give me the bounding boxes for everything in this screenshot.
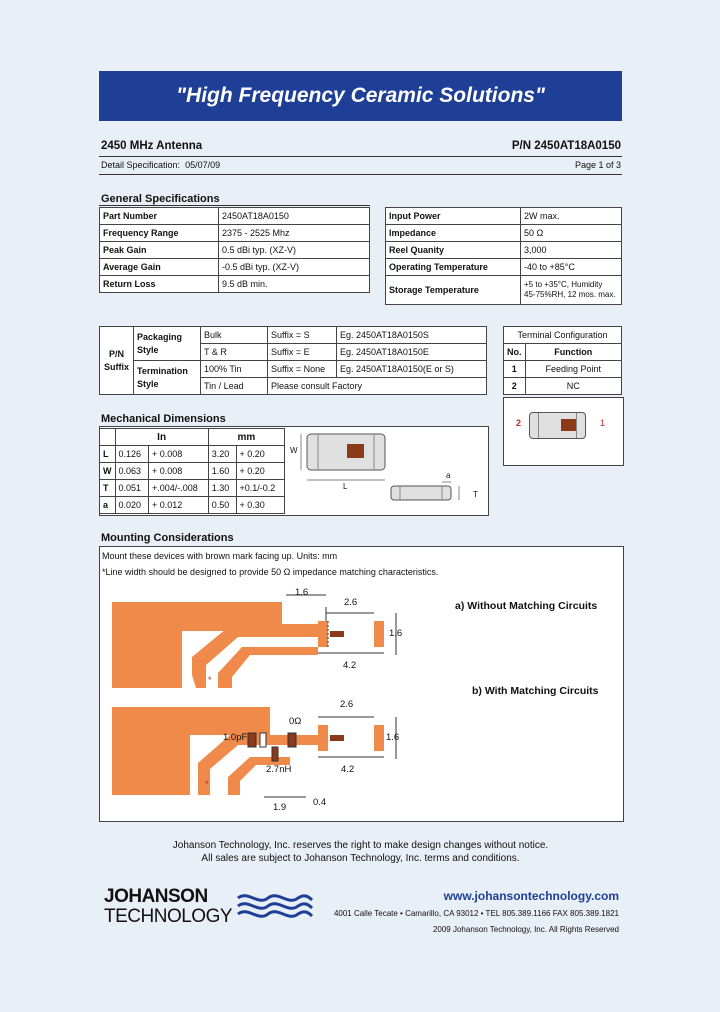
style-label-2: Style	[137, 378, 159, 389]
col-in: In	[115, 429, 208, 446]
brown-mark	[347, 444, 364, 458]
terminal-title: Terminal Configuration	[504, 327, 622, 344]
spec-label: Frequency Range	[100, 225, 219, 242]
mounting-note-1: Mount these devices with brown mark facing up. Units: mm	[102, 551, 338, 561]
ground-plane-a2	[112, 631, 182, 688]
table-row	[100, 276, 370, 293]
table-row	[100, 361, 487, 378]
dim-42b: 4.2	[341, 764, 355, 775]
col-mm: mm	[208, 429, 284, 446]
logo-technology: TECHNOLOGY	[104, 906, 233, 927]
dim-16c: 1.6	[386, 732, 400, 743]
res-0ohm	[288, 733, 296, 747]
dim-16a: 1.6	[295, 587, 309, 598]
spec-value: 3,000	[521, 242, 622, 259]
star-a: *	[208, 675, 212, 685]
spec-label: Return Loss	[100, 276, 219, 293]
mechanical-table	[99, 428, 285, 514]
spec-label: Storage Temperature	[386, 276, 521, 305]
packaging-label: Packaging	[137, 331, 183, 342]
table-row	[386, 259, 622, 276]
detail-spec	[101, 160, 220, 170]
with-matching-title: b) With Matching Circuits	[472, 685, 599, 697]
packaging-style-label	[134, 327, 201, 361]
table-cell: 0.50	[208, 497, 236, 514]
pad-b-right	[374, 725, 384, 751]
table-cell: NC	[525, 378, 622, 395]
table-cell: Feeding Point	[525, 361, 622, 378]
brown-mark	[561, 419, 576, 431]
table-row	[100, 208, 370, 225]
spec-value: 2450AT18A0150	[219, 208, 370, 225]
table-row	[386, 208, 622, 225]
table-row	[504, 327, 622, 344]
dim-26a: 2.6	[344, 597, 358, 608]
page-number: Page 1 of 3	[574, 160, 621, 170]
spec-value: 2W max.	[521, 208, 622, 225]
table-row	[100, 225, 370, 242]
mechanical-title: Mechanical Dimensions	[101, 413, 226, 425]
chip-edge	[538, 413, 539, 438]
table-row	[386, 276, 622, 305]
table-cell: 1	[504, 361, 526, 378]
table-cell: Eg. 2450AT18A0150(E or S)	[337, 361, 487, 378]
dim-0ohm: 0Ω	[289, 716, 302, 727]
dim-1p0pf: 1.0pF	[223, 732, 248, 743]
spec-label: Average Gain	[100, 259, 219, 276]
table-cell: 0.063	[115, 463, 148, 480]
termination-label: Termination	[137, 365, 188, 376]
table-cell: a	[100, 497, 116, 514]
table-cell: + 0.30	[236, 497, 284, 514]
general-spec-left-table	[99, 207, 370, 293]
pad-2-label: 2	[516, 418, 522, 428]
header-divider	[99, 156, 622, 157]
spec-value: 2375 - 2525 Mhz	[219, 225, 370, 242]
table-row	[100, 327, 487, 344]
dim-04: 0.4	[313, 797, 327, 808]
style-label: Style	[137, 344, 159, 355]
chip-b	[330, 735, 344, 741]
table-row	[100, 242, 370, 259]
spec-label: Input Power	[386, 208, 521, 225]
pn-suffix-label	[100, 327, 134, 395]
table-cell: +0.1/-0.2	[236, 480, 284, 497]
mounting-title: Mounting Considerations	[101, 532, 234, 544]
table-row	[100, 259, 370, 276]
logo-waves-icon	[236, 890, 316, 926]
spec-value: 50 Ω	[521, 225, 622, 242]
spec-label: Part Number	[100, 208, 219, 225]
dim-16b: 1.6	[389, 628, 403, 639]
table-row	[386, 242, 622, 259]
storage-line-2: 45-75%RH, 12 mos. max.	[524, 290, 616, 299]
ground-plane-b2	[112, 735, 190, 795]
banner-title: "High Frequency Ceramic Solutions"	[176, 84, 545, 107]
banner	[99, 71, 622, 121]
pn-suffix-table	[99, 326, 487, 395]
table-row	[100, 463, 285, 480]
spec-value: 9.5 dB min.	[219, 276, 370, 293]
table-cell: + 0.008	[148, 446, 208, 463]
chip-top-view	[529, 412, 586, 439]
table-cell: T & R	[201, 344, 268, 361]
chip-a	[330, 631, 344, 637]
chip-edge	[576, 413, 577, 438]
dim-t: T	[473, 490, 478, 499]
dim-2p7nh: 2.7nH	[266, 764, 292, 775]
general-spec-right-table	[385, 207, 622, 305]
spec-label: Reel Quanity	[386, 242, 521, 259]
without-matching-title: a) Without Matching Circuits	[455, 600, 598, 612]
table-cell: 1.30	[208, 480, 236, 497]
address: 4001 Calle Tecate • Camarillo, CA 93012 • TEL 805.389.1166 FAX 805.389.1821	[333, 909, 619, 918]
mounting-drawing	[100, 585, 620, 819]
table-cell: + 0.008	[148, 463, 208, 480]
table-cell: Eg. 2450AT18A0150S	[337, 327, 487, 344]
table-cell: Tin / Lead	[201, 378, 268, 395]
table-row	[100, 480, 285, 497]
table-cell: 1.60	[208, 463, 236, 480]
table-cell: 0.051	[115, 480, 148, 497]
part-number-title: P/N 2450AT18A0150	[511, 140, 621, 152]
spec-value: -40 to +85°C	[521, 259, 622, 276]
table-row	[504, 378, 622, 395]
dim-w: W	[290, 446, 298, 455]
col-function: Function	[525, 344, 622, 361]
table-cell: Suffix = E	[268, 344, 337, 361]
pn-label: P/N	[108, 348, 124, 359]
table-cell: 0.126	[115, 446, 148, 463]
pad-a-right	[374, 621, 384, 647]
col-no: No.	[504, 344, 526, 361]
dim-26b: 2.6	[340, 699, 354, 710]
table-cell	[100, 429, 116, 446]
table-cell: 100% Tin	[201, 361, 268, 378]
table-cell: + 0.012	[148, 497, 208, 514]
ground-stub-a	[218, 647, 318, 688]
ind-2p7	[272, 747, 278, 761]
storage-line-1: +5 to +35°C, Humidity	[524, 280, 603, 289]
feed-line-a	[192, 624, 328, 688]
spec-value: -0.5 dBi typ. (XZ-V)	[219, 259, 370, 276]
table-row	[100, 446, 285, 463]
header-divider-2	[99, 174, 622, 175]
termination-style-label	[134, 361, 201, 395]
table-cell: Eg. 2450AT18A0150E	[337, 344, 487, 361]
table-cell: + 0.20	[236, 446, 284, 463]
dim-l: L	[343, 482, 348, 491]
spec-label: Impedance	[386, 225, 521, 242]
star-b: *	[205, 779, 209, 789]
table-cell: + 0.20	[236, 463, 284, 480]
chip-body	[307, 434, 385, 470]
table-row	[386, 225, 622, 242]
footer-line-2: All sales are subject to Johanson Technology, Inc. terms and conditions.	[201, 853, 520, 864]
website-link[interactable]: www.johansontechnology.com	[443, 889, 619, 903]
table-row	[504, 344, 622, 361]
suffix-label: Suffix	[103, 361, 129, 372]
table-row	[100, 497, 285, 514]
table-cell: W	[100, 463, 116, 480]
mounting-note-2: *Line width should be designed to provide 50 Ω impedance matching characteristics.	[102, 567, 439, 577]
dim-19: 1.9	[273, 802, 287, 813]
spec-value: 0.5 dBi typ. (XZ-V)	[219, 242, 370, 259]
dim-a: a	[446, 471, 451, 480]
logo-johanson: JOHANSON	[104, 886, 208, 907]
detail-label: Detail Specification:	[101, 160, 181, 170]
spec-label: Peak Gain	[100, 242, 219, 259]
detail-date: 05/07/09	[185, 160, 221, 170]
table-cell: +.004/-.008	[148, 480, 208, 497]
pad-b-left	[318, 725, 328, 751]
cap-1p0	[248, 733, 256, 747]
table-cell: 3.20	[208, 446, 236, 463]
spec-value	[521, 276, 622, 305]
table-cell: Suffix = S	[268, 327, 337, 344]
table-cell: Please consult Factory	[268, 378, 487, 395]
dim-42a: 4.2	[343, 660, 357, 671]
table-cell: Bulk	[201, 327, 268, 344]
table-row	[504, 361, 622, 378]
pad-a-left	[318, 621, 328, 647]
ground-plane-b	[112, 707, 270, 735]
product-title: 2450 MHz Antenna	[101, 140, 203, 152]
copyright: 2009 Johanson Technology, Inc. All Rights Reserved	[432, 925, 619, 934]
pad-1-label: 1	[600, 418, 606, 428]
general-spec-title: General Specifications	[101, 193, 220, 205]
mechanical-drawing	[285, 428, 485, 512]
table-cell: 0.020	[115, 497, 148, 514]
cap-pad	[260, 733, 266, 747]
terminal-diagram	[503, 397, 624, 466]
table-cell: 2	[504, 378, 526, 395]
table-cell: L	[100, 446, 116, 463]
spec-label: Operating Temperature	[386, 259, 521, 276]
table-cell: Suffix = None	[268, 361, 337, 378]
terminal-config-table	[503, 326, 622, 395]
table-cell: T	[100, 480, 116, 497]
ground-stub-b	[228, 757, 290, 795]
footer-line-1: Johanson Technology, Inc. reserves the right to make design changes without notice.	[172, 840, 549, 851]
general-rule	[99, 205, 370, 206]
table-row	[100, 429, 285, 446]
